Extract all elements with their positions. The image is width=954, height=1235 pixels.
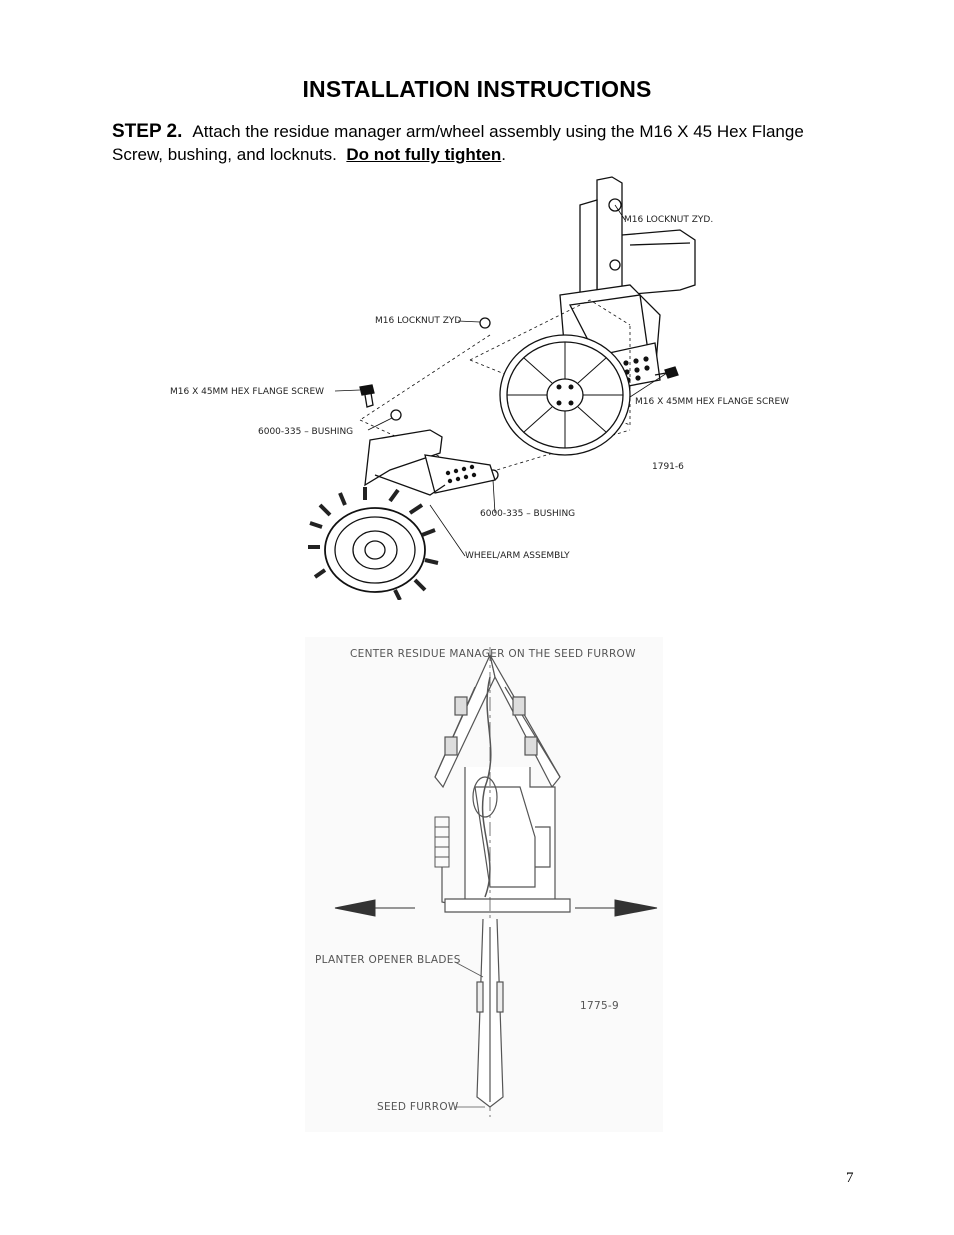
label-screw-right: M16 X 45MM HEX FLANGE SCREW	[635, 397, 790, 407]
step-paragraph	[112, 120, 852, 166]
label-planter-opener: PLANTER OPENER BLADES	[315, 954, 461, 966]
label-locknut-mid: M16 LOCKNUT ZYD	[375, 316, 462, 326]
top-view-diagram	[305, 637, 663, 1132]
label-bushing-left: 6000-335 – BUSHING	[258, 427, 354, 437]
label-bushing-right: 6000-335 – BUSHING	[480, 509, 576, 519]
figure-code-1: 1791-6	[652, 462, 684, 472]
label-seed-furrow: SEED FURROW	[377, 1101, 459, 1113]
page-title: INSTALLATION INSTRUCTIONS	[302, 76, 652, 102]
step-end: .	[501, 145, 506, 164]
step-emphasis: Do not fully tighten	[346, 145, 502, 164]
label-wheel-arm: WHEEL/ARM ASSEMBLY	[465, 551, 570, 561]
step-label: STEP 2.	[112, 121, 183, 142]
figure-code-2: 1775-9	[580, 1000, 619, 1012]
label-center-residue: CENTER RESIDUE MANAGER ON THE SEED FURROW	[350, 648, 636, 660]
step-text: Attach the residue manager arm/wheel assembly using the M16 X 45 Hex Flange Screw, bushing, and locknuts.	[112, 122, 804, 164]
assembly-diagram	[160, 175, 810, 600]
page-number: 7	[846, 1170, 854, 1186]
label-locknut-top: M16 LOCKNUT ZYD.	[624, 215, 714, 225]
label-screw-left: M16 X 45MM HEX FLANGE SCREW	[170, 387, 325, 397]
